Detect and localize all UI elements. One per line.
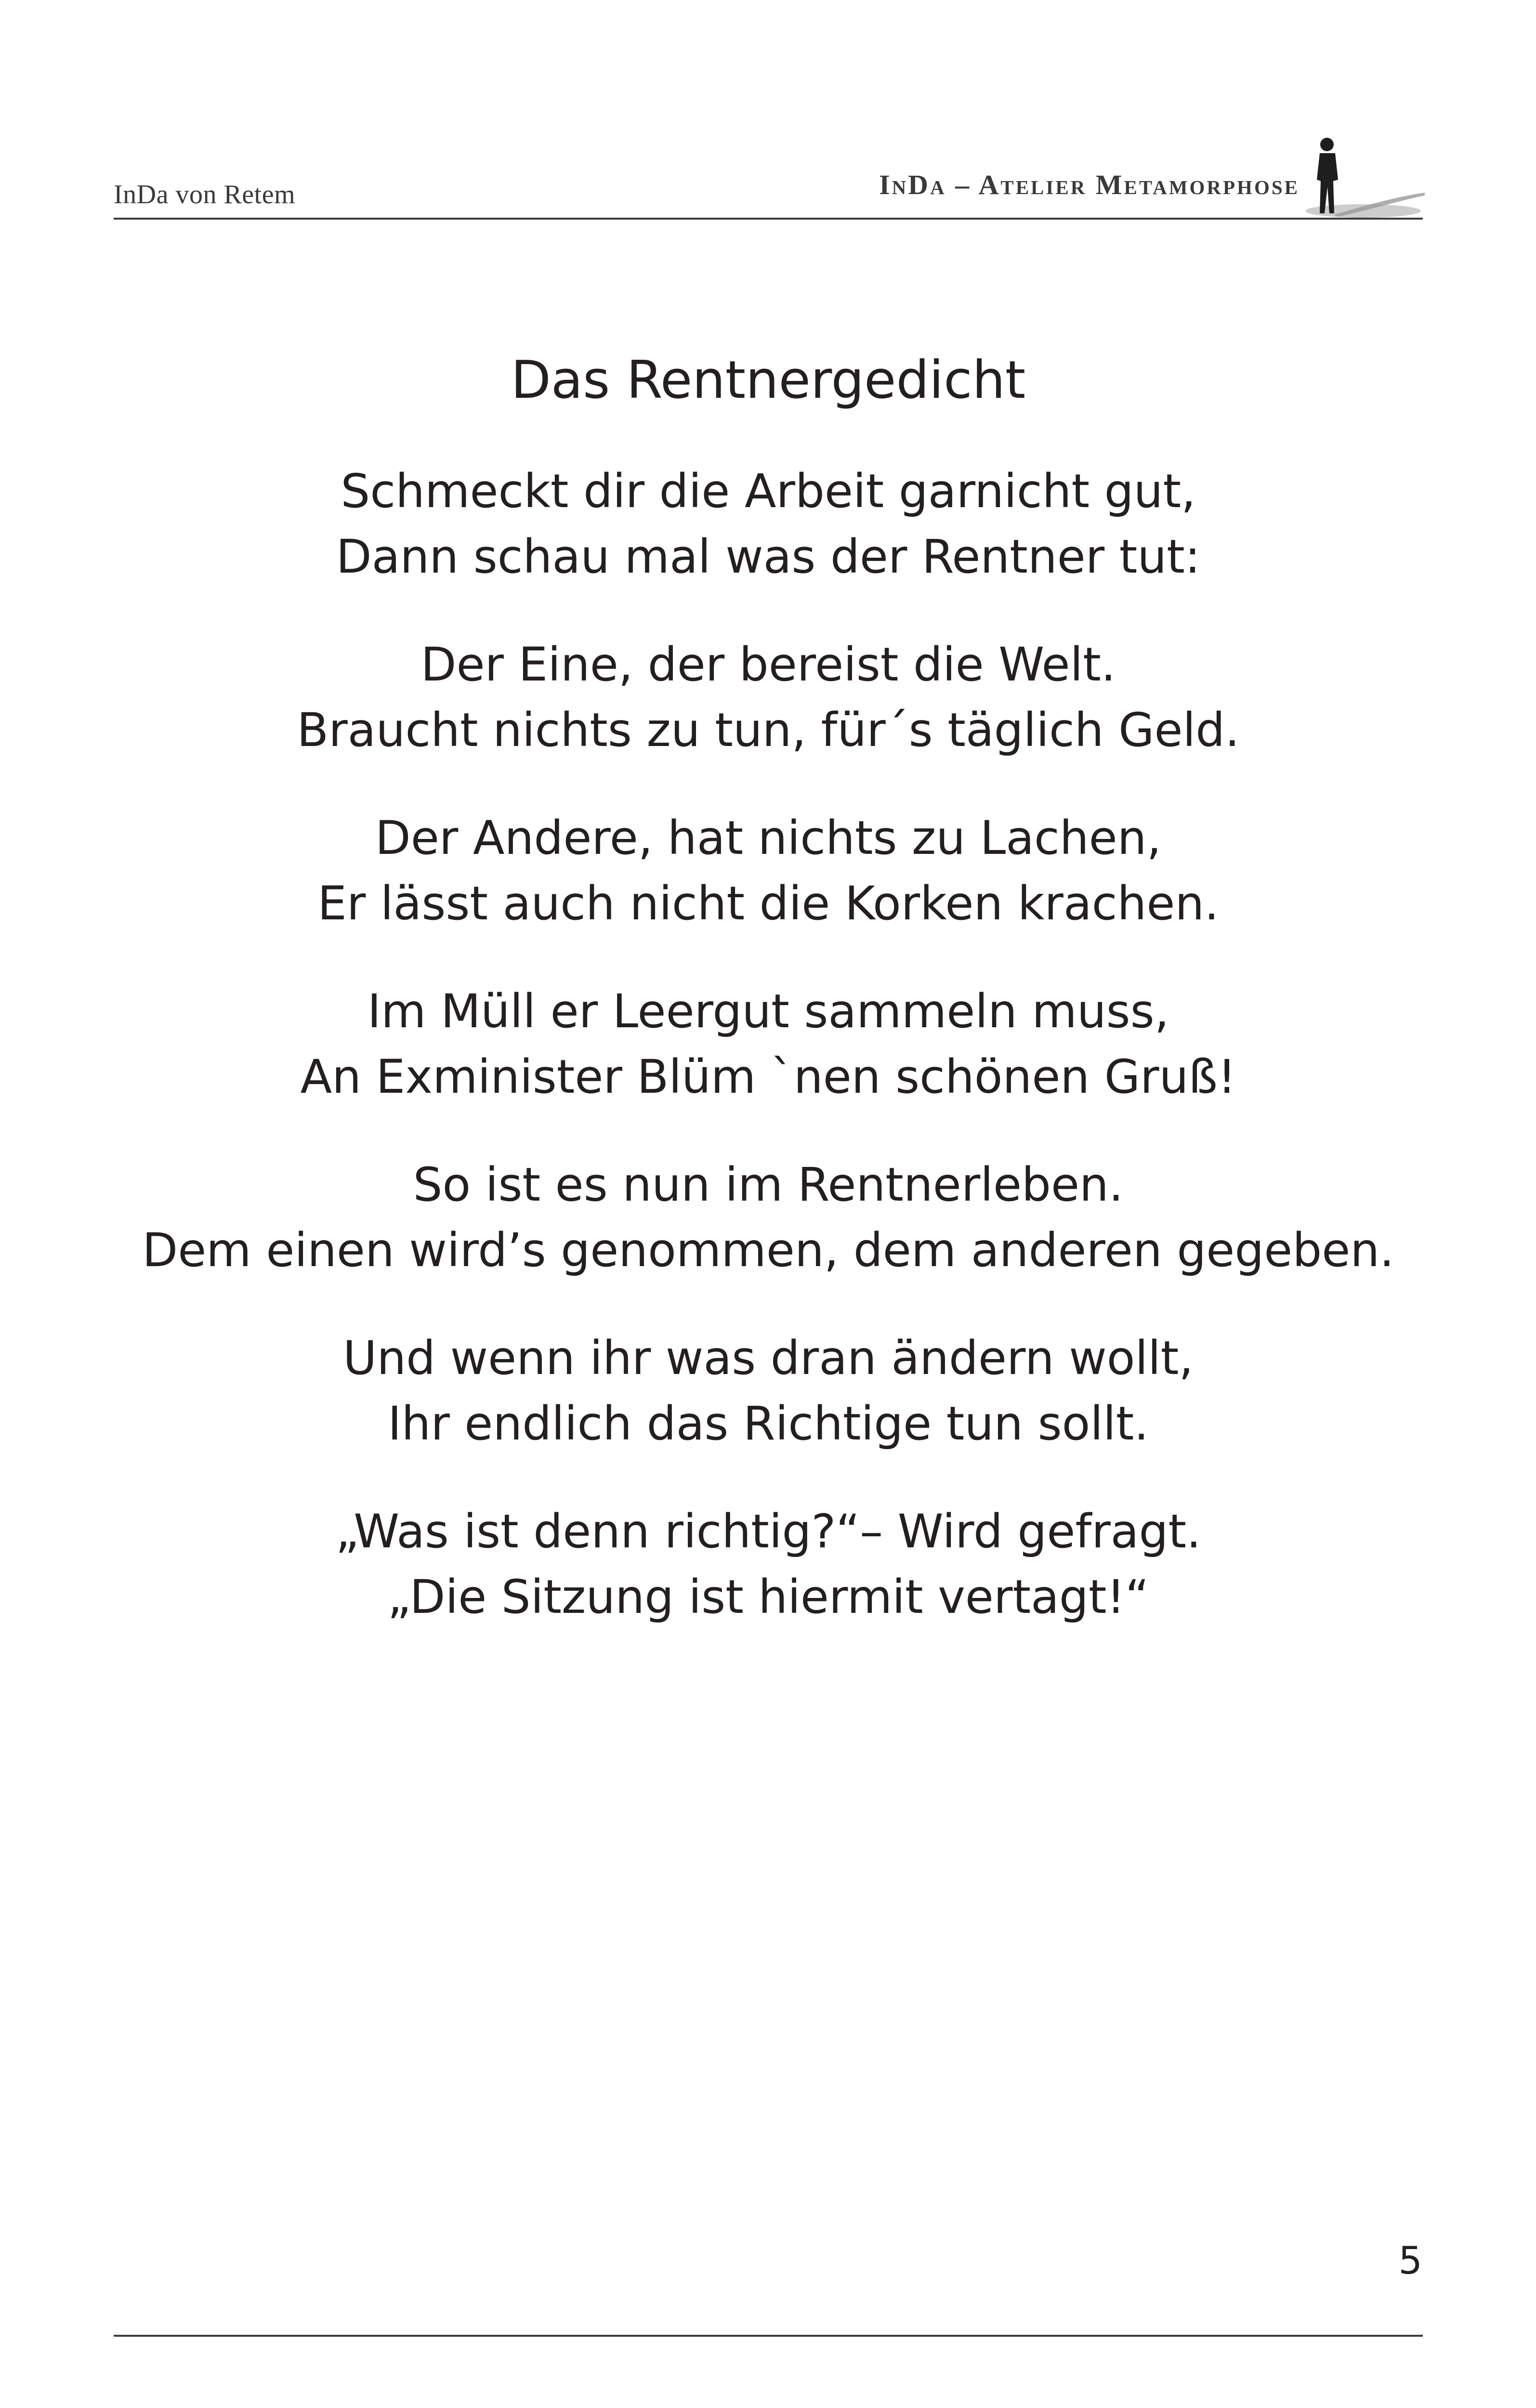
poem-line: Im Müll er Leergut sammeln muss, bbox=[367, 984, 1169, 1038]
footer-rule bbox=[114, 2335, 1423, 2337]
poem-line: Dem einen wird’s genommen, dem anderen gegeben. bbox=[142, 1223, 1394, 1277]
stanza bbox=[114, 632, 1423, 763]
poem-line: Und wenn ihr was dran ändern wollt, bbox=[343, 1331, 1194, 1385]
poem-line: So ist es nun im Rentnerleben. bbox=[413, 1158, 1124, 1212]
running-header-series: InDa – Atelier Metamorphose bbox=[879, 169, 1300, 200]
stanza bbox=[114, 805, 1423, 936]
running-header-author: InDa von Retem bbox=[114, 180, 296, 209]
poem-line: Der Andere, hat nichts zu Lachen, bbox=[375, 811, 1162, 865]
stanza bbox=[114, 458, 1423, 589]
poem-line: „Die Sitzung ist hiermit vertagt!“ bbox=[387, 1570, 1149, 1624]
header-rule bbox=[114, 218, 1423, 220]
poem-line: „Was ist denn richtig?“– Wird gefragt. bbox=[335, 1505, 1201, 1558]
poem-line: Ihr endlich das Richtige tun sollt. bbox=[388, 1397, 1149, 1451]
stanza bbox=[114, 979, 1423, 1110]
poem-title: Das Rentnergedicht bbox=[511, 350, 1026, 410]
stanza bbox=[114, 1152, 1423, 1283]
page-number: 5 bbox=[1398, 2239, 1422, 2283]
poem-line: Braucht nichts zu tun, für´s täglich Geld. bbox=[297, 703, 1240, 757]
poem-line: Dann schau mal was der Rentner tut: bbox=[336, 530, 1201, 584]
poem-line: Schmeckt dir die Arbeit garnicht gut, bbox=[341, 464, 1196, 518]
poem-line: An Exminister Blüm `nen schönen Gruß! bbox=[300, 1050, 1236, 1104]
poem bbox=[114, 347, 1423, 1672]
poem-line: Er lässt auch nicht die Korken krachen. bbox=[317, 877, 1219, 930]
stanza bbox=[114, 1499, 1423, 1630]
poem-line: Der Eine, der bereist die Welt. bbox=[420, 638, 1116, 692]
stanza bbox=[114, 1325, 1423, 1456]
walking-figure-silhouette-icon bbox=[1281, 134, 1426, 225]
